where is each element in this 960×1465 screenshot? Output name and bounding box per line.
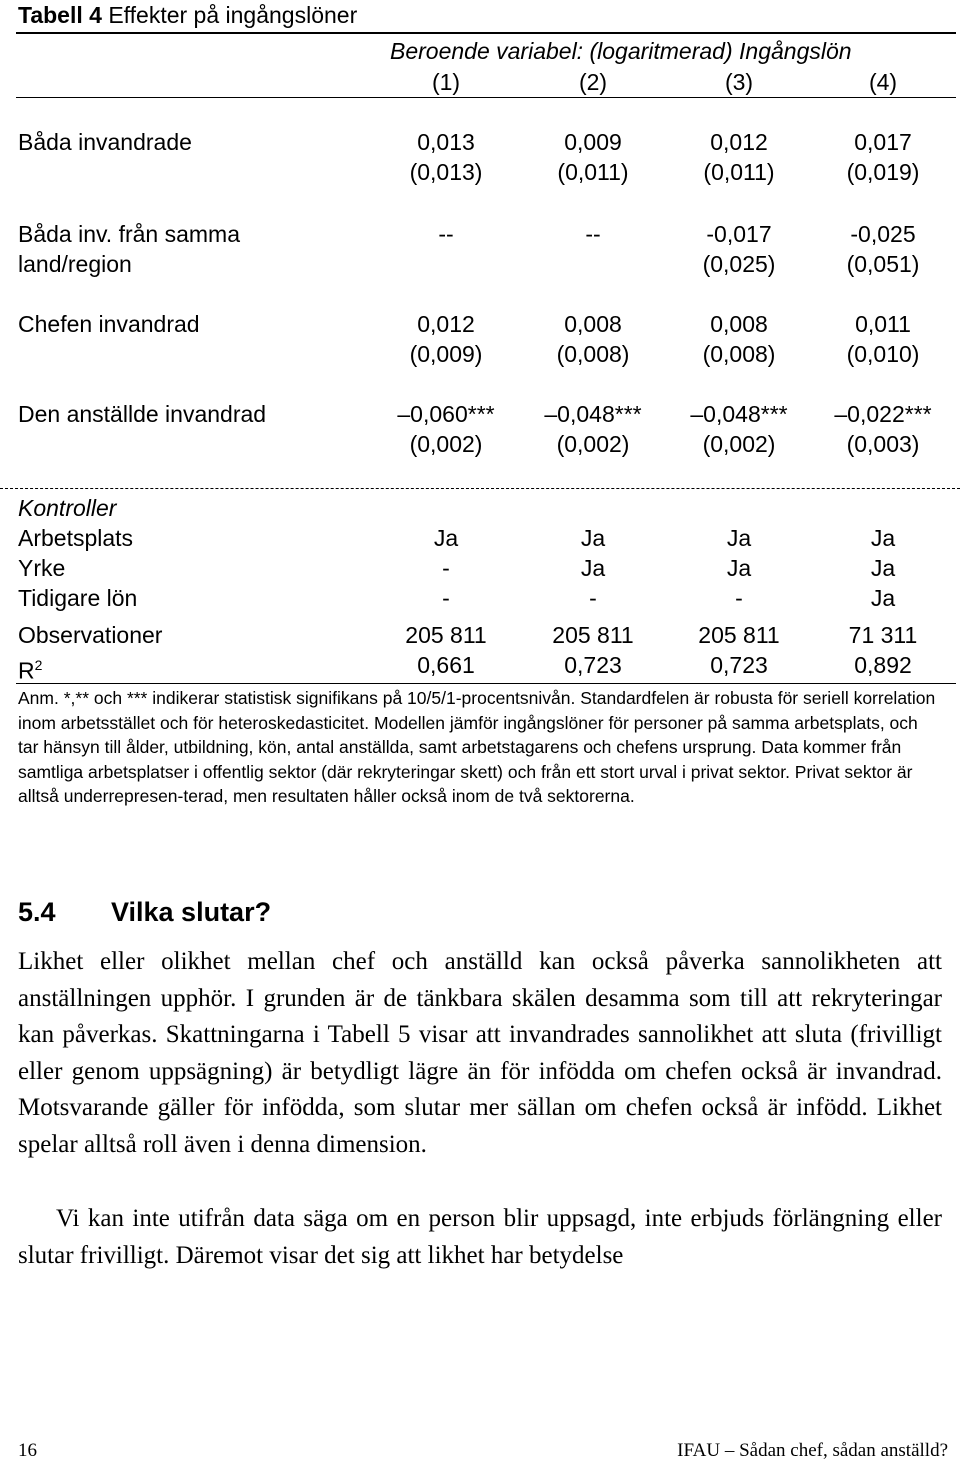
observations-cell: 205 811 [552,622,634,648]
coefficient-cell: 0,008 [564,311,622,337]
control-cell: Ja [726,525,752,551]
column-header-3: (3) [724,69,754,95]
row-label-same-country: Båda inv. från samma [18,221,241,247]
observations-cell: 71 311 [848,622,918,648]
standard-error-cell: (0,013) [409,159,483,185]
standard-error-cell: (0,009) [409,341,483,367]
column-header-2: (2) [578,69,608,95]
standard-error-cell: (0,010) [846,341,920,367]
table-bottom-rule [16,683,956,684]
standard-error-cell: (0,003) [846,431,920,457]
control-cell: Ja [870,585,896,611]
standard-error-cell: (0,011) [557,159,629,185]
row-label-employee-immigrant: Den anställde invandrad [18,401,267,427]
control-cell: - [442,585,450,611]
observations-cell: 205 811 [405,622,487,648]
coefficient-cell: 0,008 [710,311,768,337]
control-cell: - [735,585,743,611]
column-header-4: (4) [868,69,898,95]
observations-label: Observationer [18,622,163,648]
row-label-same-country-line2: land/region [18,251,132,277]
standard-error-cell: (0,002) [702,431,776,457]
control-cell: Ja [580,555,606,581]
standard-error-cell: (0,002) [409,431,483,457]
body-paragraph: Likhet eller olikhet mellan chef och anställd kan också påverka sannolikheten att anställningen upphör. I grunden är de tänkbara skälen desamma som till att rekryteringar kan påverkas. Skattningarna i Tabell 5 visar att invandrades sannolikhet att sluta (frivilligt eller genom uppsägning) är betydligt lägre än för infödda om chefen också är invandrad. Motsvarande gäller för infödda, som slutar mer sällan om chefen också är infödd. Likhet spelar alltså roll även i denna dimension. [18,948,942,1158]
control-cell: Ja [726,555,752,581]
coefficient-cell: –0,060*** [397,401,495,427]
coefficient-cell: 0,013 [417,129,475,155]
control-cell: - [589,585,597,611]
control-cell: Ja [870,555,896,581]
standard-error-cell: (0,011) [703,159,775,185]
row-label-both-immigrants: Båda invandrade [18,129,192,155]
standard-error-cell: (0,019) [846,159,920,185]
coefficient-cell: 0,009 [564,129,622,155]
r-squared-cell: 0,661 [417,652,475,678]
running-title: IFAU – Sådan chef, sådan anställd? [677,1440,948,1461]
table-caption: Effekter på ingångslöner [101,2,358,28]
table-number: Tabell 4 [18,2,102,28]
control-label-previous-wage: Tidigare lön [18,585,138,611]
control-label-occupation: Yrke [18,555,66,581]
coefficient-cell: -- [585,221,601,247]
coefficient-cell: 0,017 [854,129,912,155]
coefficient-cell: 0,012 [710,129,768,155]
section-number: 5.4 [18,897,56,927]
control-cell: Ja [433,525,459,551]
body-paragraph: Vi kan inte utifrån data säga om en person blir uppsagd, inte erbjuds förlängning eller slutar frivilligt. Däremot visar det sig att likhet har betydelse [18,1205,942,1269]
standard-error-cell: (0,025) [702,251,776,277]
section-heading [18,897,271,928]
control-cell: - [442,555,450,581]
table-dashed-rule [0,488,960,489]
coefficient-cell: -0,017 [706,221,772,247]
standard-error-cell: (0,051) [846,251,920,277]
r-squared-label: $R^2$ [18,657,43,684]
coefficient-cell: 0,012 [417,311,475,337]
standard-error-cell: (0,008) [702,341,776,367]
r-squared-cell: 0,723 [564,652,622,678]
coefficient-cell: –0,048*** [544,401,642,427]
coefficient-cell: -0,025 [850,221,916,247]
column-header-1: (1) [431,69,461,95]
table-note: Anm. *,** och *** indikerar statistisk signifikans på 10/5/1-procentsnivån. Standardfelen är robusta för seriell korrelation inom arbetsstället och för heteroskedasticitet. Modellen jämför ingångslöner för personer på samma arbetsplats, och tar hänsyn till ålder, utbildning, kön, antal anställda, samt arbetstagarens och chefens ursprung. Data kommer från samtliga arbetsplatser i offentlig sektor (där rekryteringar skett) och från ett stort urval i privat sektor. Privat sektor är alltså underrepresen-terad, men resultaten håller också inom de två sektorerna. [18,688,936,806]
coefficient-cell: 0,011 [855,311,911,337]
standard-error-cell: (0,008) [556,341,630,367]
row-label-manager-immigrant: Chefen invandrad [18,311,200,337]
table-header-rule [16,97,956,98]
observations-cell: 205 811 [698,622,780,648]
r-squared-cell: 0,723 [710,652,768,678]
table-title [18,2,357,29]
controls-heading: Kontroller [18,495,117,521]
page-number: 16 [18,1440,37,1461]
r-squared-cell: 0,892 [854,652,912,678]
coefficient-cell: –0,022*** [834,401,932,427]
section-title: Vilka slutar? [111,897,272,927]
dependent-variable-heading: Beroende variabel: (logaritmerad) Ingångslön [390,38,852,64]
control-cell: Ja [870,525,896,551]
control-cell: Ja [580,525,606,551]
coefficient-cell: –0,048*** [690,401,788,427]
coefficient-cell: -- [438,221,454,247]
table-top-rule [16,32,956,34]
standard-error-cell: (0,002) [556,431,630,457]
control-label-workplace: Arbetsplats [18,525,134,551]
